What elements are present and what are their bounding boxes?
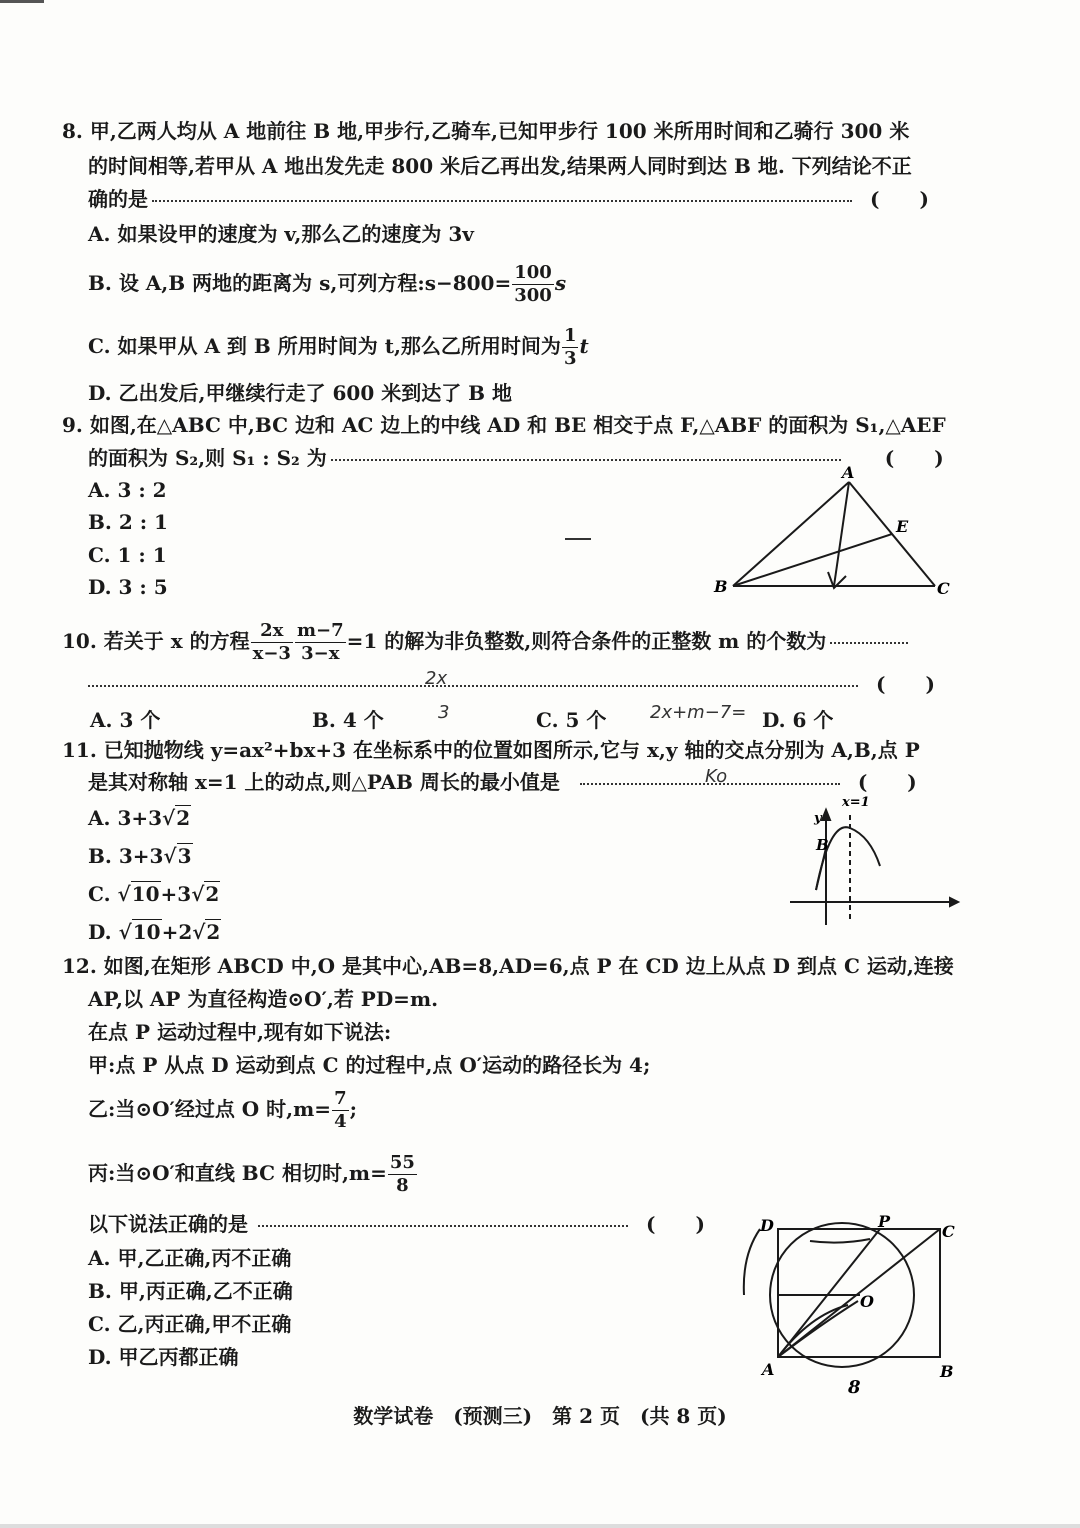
radicand: 2 — [205, 882, 220, 906]
q9-line1: 9. 如图,在△ABC 中,BC 边和 AC 边上的中线 AD 和 BE 相交于点 F,△ABF 的面积为 S₁,△AEF — [62, 413, 946, 437]
helper-curve — [778, 1301, 858, 1357]
numerator: 7 — [334, 1088, 347, 1109]
handwriting-scribble: 2x+m−7= — [650, 702, 747, 723]
label-c: C — [937, 579, 950, 598]
q10-option-c: C. 5 个 — [536, 708, 607, 732]
q8-option-c-text: C. 如果甲从 A 到 B 所用时间为 t,那么乙所用时间为 — [88, 334, 561, 358]
scribble-stroke — [810, 1239, 870, 1243]
leader-dots — [88, 685, 858, 687]
radicand: 10 — [131, 882, 160, 906]
denominator: 3−x — [301, 643, 340, 664]
q10-option-a: A. 3 个 — [90, 708, 161, 732]
fraction — [295, 620, 346, 665]
fraction — [512, 262, 554, 307]
radicand: 2 — [176, 806, 191, 830]
scribble-arc — [744, 1229, 760, 1295]
stray-mark — [565, 538, 591, 540]
q12-line6 — [88, 1150, 418, 1197]
option-text: A. 3+3 — [88, 806, 163, 830]
sqrt: √3 — [163, 844, 192, 868]
q12-line3: 在点 P 运动过程中,现有如下说法: — [88, 1020, 392, 1044]
q9-stem-end: 的面积为 S₂,则 S₁ : S₂ 为 — [88, 446, 327, 470]
q8-line2: 的时间相等,若甲从 A 地出发先走 800 米后乙再出发,结果两人同时到达 B 地. 下列结论不正 — [88, 154, 912, 178]
q12-line1: 12. 如图,在矩形 ABCD 中,O 是其中心,AB=8,AD=6,点 P 在 CD 边上从点 D 到点 C 运动,连接 — [62, 954, 954, 978]
leader-dots — [331, 459, 841, 461]
fraction — [562, 325, 579, 370]
q11-option-b — [88, 842, 193, 870]
fraction — [251, 620, 293, 665]
option-text: D. — [88, 920, 119, 944]
sqrt: √2 — [162, 806, 191, 830]
label-b: B — [816, 836, 829, 854]
sqrt: √2 — [192, 920, 221, 944]
sqrt: √10 — [118, 920, 161, 944]
numerator: 55 — [389, 1152, 415, 1173]
q12-option-b: B. 甲,丙正确,乙不正确 — [88, 1279, 293, 1303]
q8-option-b-text: B. 设 A,B 两地的距离为 s,可列方程:s−800= — [88, 271, 512, 295]
handwriting-scribble: 3 — [438, 702, 450, 723]
page-footer: 数学试卷 (预测三) 第 2 页 (共 8 页) — [353, 1404, 727, 1428]
q10-option-b: B. 4 个 — [312, 708, 384, 732]
q12-line4: 甲:点 P 从点 D 运动到点 C 的过程中,点 O′运动的路径长为 4; — [88, 1053, 651, 1077]
median-be — [733, 534, 892, 586]
q12-line7 — [88, 1210, 705, 1238]
symmetry-axis-label: x=1 — [842, 795, 870, 810]
option-text: +3 — [160, 882, 192, 906]
q12-line5 — [88, 1086, 357, 1133]
q9-triangle-figure — [700, 462, 970, 602]
q12-option-c: C. 乙,丙正确,甲不正确 — [88, 1312, 292, 1336]
sqrt: √2 — [191, 882, 220, 906]
variable: t — [579, 334, 589, 358]
denominator: 4 — [334, 1111, 347, 1132]
fraction — [332, 1088, 349, 1133]
q10-line2 — [88, 670, 935, 698]
radicand: 2 — [206, 920, 221, 944]
denominator: x−3 — [252, 643, 291, 664]
label-a: A — [842, 463, 855, 482]
handwriting-scribble: Ko — [705, 766, 728, 787]
leader-dots — [830, 642, 908, 644]
q8-option-b — [88, 262, 566, 307]
q8-option-a: A. 如果设甲的速度为 v,那么乙的速度为 3v — [88, 222, 474, 246]
q12-line2: AP,以 AP 为直径构造⊙O′,若 PD=m. — [88, 987, 439, 1011]
q9-option-a: A. 3 : 2 — [88, 478, 167, 502]
handwriting-scribble: 2x — [425, 668, 448, 689]
numerator: 2x — [251, 620, 293, 643]
label-b: B — [940, 1362, 954, 1381]
q10-option-d: D. 6 个 — [762, 708, 834, 732]
q10-stem-start: 10. 若关于 x 的方程 — [62, 629, 250, 653]
q11-stem-end: 是其对称轴 x=1 上的动点,则△PAB 周长的最小值是 — [88, 770, 560, 794]
y-axis-arrow — [822, 810, 830, 820]
option-text: C. — [88, 882, 118, 906]
q11-option-a — [88, 804, 191, 832]
q8-option-d: D. 乙出发后,甲继续行走了 600 米到达了 B 地 — [88, 381, 513, 405]
answer-paren: ( ) — [870, 187, 929, 211]
segment-ab — [816, 848, 826, 890]
statement-text: 乙:当⊙O′经过点 O 时,m= — [88, 1097, 332, 1121]
radicand: 10 — [132, 920, 161, 944]
answer-paren: ( ) — [857, 770, 917, 794]
q11-parabola-figure — [780, 790, 965, 930]
q9-option-b: B. 2 : 1 — [88, 510, 168, 534]
answer-paren: ( ) — [646, 1212, 705, 1236]
label-p: P — [878, 1212, 891, 1231]
scan-edge-mark — [0, 0, 44, 3]
q11-line1: 11. 已知抛物线 y=ax²+bx+3 在坐标系中的位置如图所示,它与 x,y 轴的交点分别为 A,B,点 P — [62, 738, 920, 762]
x-axis-arrow — [950, 898, 958, 906]
q11-option-d — [88, 918, 221, 946]
answer-paren: ( ) — [876, 672, 935, 696]
q8-stem-end: 确的是 — [88, 187, 148, 211]
scan-edge-strip — [0, 1524, 1080, 1528]
label-e: E — [896, 517, 909, 536]
label-o: O — [860, 1292, 874, 1311]
numerator: 100 — [514, 262, 552, 283]
y-axis-label: y — [814, 811, 822, 826]
denominator: 3 — [563, 348, 577, 369]
numerator: 1 — [563, 325, 577, 346]
option-text: B. 3+3 — [88, 844, 164, 868]
q11-option-c — [88, 880, 220, 908]
sqrt: √10 — [117, 882, 160, 906]
q12-rectangle-figure — [730, 1205, 965, 1395]
label-b: B — [714, 577, 728, 596]
q8-option-c — [88, 325, 589, 370]
q9-option-c: C. 1 : 1 — [88, 543, 167, 567]
leader-dots — [258, 1225, 628, 1227]
leader-dots — [152, 200, 852, 202]
side-ab — [733, 482, 849, 586]
label-c: C — [942, 1222, 955, 1241]
handwriting-scribble: 8 — [848, 1377, 861, 1395]
label-a: A — [762, 1360, 775, 1379]
fraction — [388, 1152, 417, 1197]
punctuation: ; — [349, 1097, 357, 1121]
q10-line1 — [62, 620, 912, 665]
label-d: D — [760, 1216, 774, 1235]
q9-option-d: D. 3 : 5 — [88, 575, 168, 599]
radicand: 3 — [177, 844, 192, 868]
q12-option-a: A. 甲,乙正确,丙不正确 — [88, 1246, 292, 1270]
q12-stem-end: 以下说法正确的是 — [88, 1212, 248, 1236]
answer-paren: ( ) — [884, 446, 944, 470]
denominator: 8 — [396, 1175, 409, 1196]
variable: s — [554, 271, 567, 295]
option-text: +2 — [161, 920, 193, 944]
denominator: 300 — [514, 285, 552, 306]
q8-line3 — [88, 185, 929, 213]
q12-option-d: D. 甲乙丙都正确 — [88, 1345, 239, 1369]
statement-text: 丙:当⊙O′和直线 BC 相切时,m= — [88, 1161, 387, 1185]
q10-stem-end: =1 的解为非负整数,则符合条件的正整数 m 的个数为 — [346, 629, 827, 653]
median-ad — [834, 482, 849, 586]
numerator: m−7 — [296, 620, 344, 641]
q8-line1: 8. 甲,乙两人均从 A 地前往 B 地,甲步行,乙骑车,已知甲步行 100 米所用时间和乙骑行 300 米 — [62, 119, 910, 143]
